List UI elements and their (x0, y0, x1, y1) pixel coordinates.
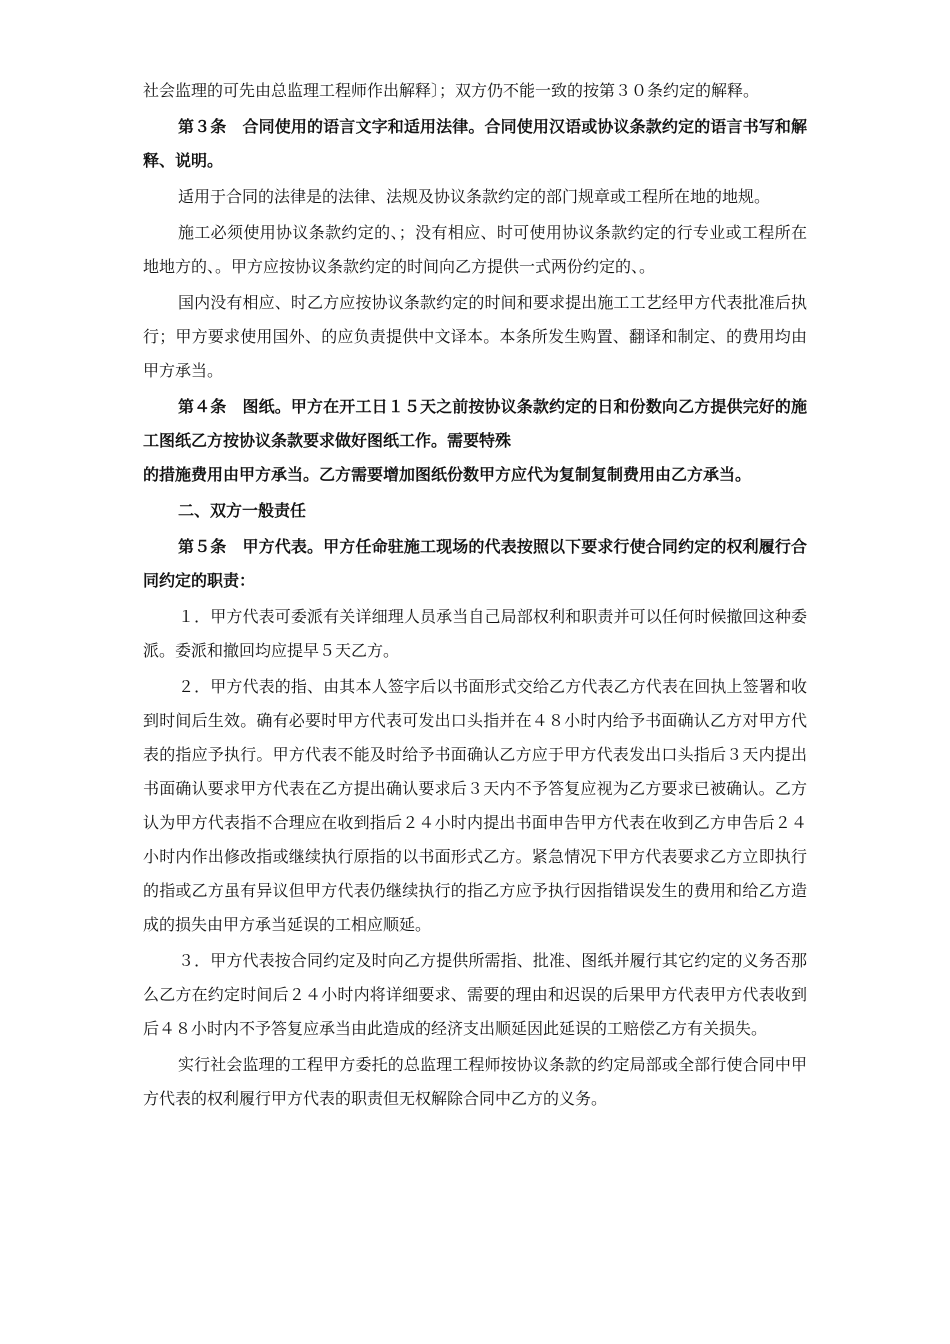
paragraph-applicable-law: 适用于合同的法律是的法律、法规及协议条款约定的部门规章或工程所在地的地规。 (178, 187, 771, 206)
list-item-1: １．甲方代表可委派有关详细理人员承当自己局部权利和职责并可以任何时候撤回这种委派。委派和撤回均应提早５天乙方。 (143, 607, 807, 660)
document-body (143, 74, 807, 1116)
list-item-2: ２．甲方代表的指、由其本人签字后以书面形式交给乙方代表乙方代表在回执上签署和收到时间后生效。确有必要时甲方代表可发出口头指并在４８小时内给予书面确认乙方对甲方代表的指应予执行。甲方代表不能及时给予书面确认乙方应于甲方代表发出口头指后３天内提出书面确认要求甲方代表在乙方提出确认要求后３天内不予答复应视为乙方要求已被确认。乙方认为甲方代表指不合理应在收到指后２４小时内提出书面申告甲方代表在收到乙方申告后２４小时内作出修改指或继续执行原指的以书面形式乙方。紧急情况下甲方代表要求乙方立即执行的指或乙方虽有异议但甲方代表仍继续执行的指乙方应予执行因指错误发生的费用和给乙方造成的损失由甲方承当延误的工相应顺延。 (143, 677, 807, 934)
paragraph-social-supervision: 实行社会监理的工程甲方委托的总监理工程师按协议条款的约定局部或全部行使合同中甲方代表的权利履行甲方代表的职责但无权解除合同中乙方的义务。 (143, 1055, 807, 1108)
article-4-continuation: 的措施费用由甲方承当。乙方需要增加图纸份数甲方应代为复制复制费用由乙方承当。 (143, 465, 752, 484)
paragraph-domestic-standards: 国内没有相应、时乙方应按协议条款约定的时间和要求提出施工工艺经甲方代表批准后执行；甲方要求使用国外、的应负责提供中文译本。本条所发生购置、翻译和制定、的费用均由甲方承当。 (143, 293, 807, 380)
paragraph-construction-standards: 施工必须使用协议条款约定的、；没有相应、时可使用协议条款约定的行专业或工程所在地地方的、。甲方应按协议条款约定的时间向乙方提供一式两份约定的、。 (143, 223, 807, 276)
section-2-heading: 二、双方一般责任 (178, 501, 307, 520)
paragraph-continuation: 社会监理的可先由总监理工程师作出解释〕；双方仍不能一致的按第３０条约定的解释。 (143, 81, 760, 100)
list-item-3: ３．甲方代表按合同约定及时向乙方提供所需指、批准、图纸并履行其它约定的义务否那么乙方在约定时间后２４小时内将详细要求、需要的理由和迟误的后果甲方代表甲方代表收到后４８小时内不予答复应承当由此造成的经济支出顺延因此延误的工赔偿乙方有关损失。 (143, 951, 807, 1038)
article-5-heading: 第５条 甲方代表。甲方任命驻施工现场的代表按照以下要求行使合同约定的权利履行合同约定的职责： (143, 537, 807, 590)
article-3-heading: 第３条 合同使用的语言文字和适用法律。合同使用汉语或协议条款约定的语言书写和解释、说明。 (143, 117, 807, 170)
article-4-heading: 第４条 图纸。甲方在开工日１５天之前按协议条款约定的日和份数向乙方提供完好的施工图纸乙方按协议条款要求做好图纸工作。需要特殊 (143, 397, 807, 450)
